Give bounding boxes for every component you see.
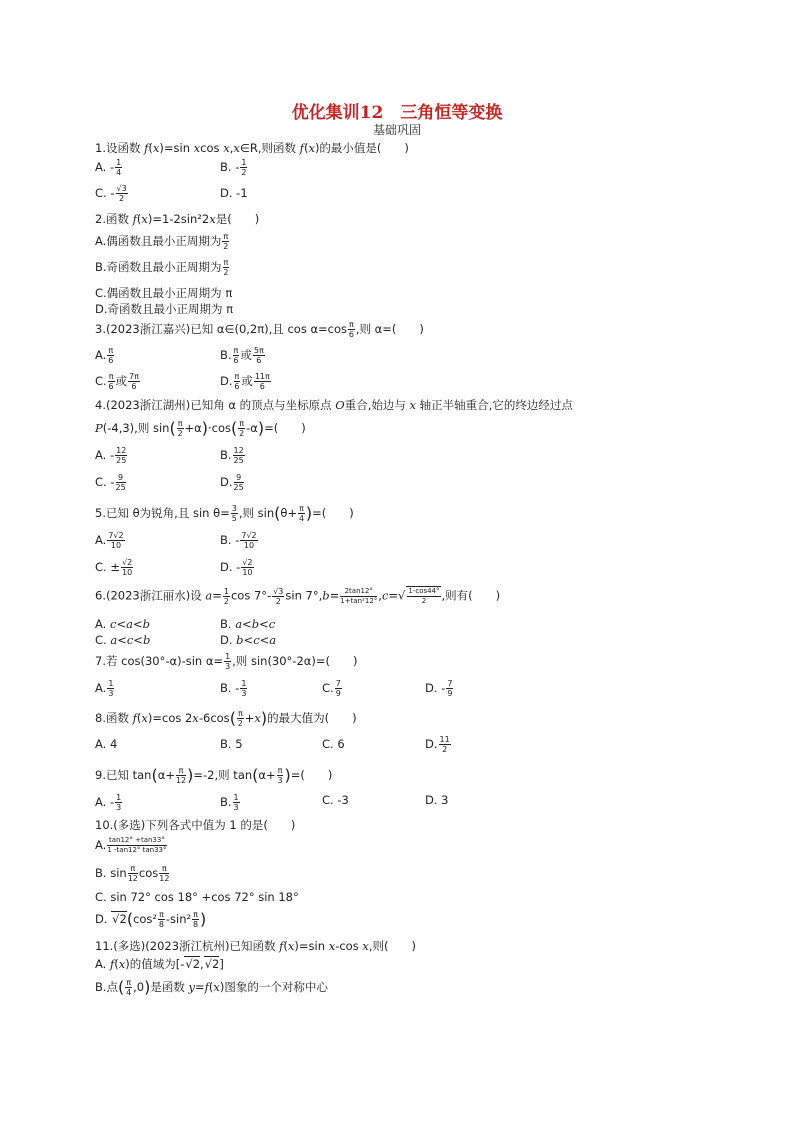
question-11-stem: 11.(多选)(2023浙江杭州)已知函数 f(x)=sin x-cos x,则( ): [95, 939, 416, 953]
question-3-option-c: C. $\frac{\pi}{6}$ 或 $\frac{7\pi}{6}$: [95, 372, 139, 391]
question-4-stem-line2: P(-4,3),则 sin( $\frac{\pi}{2}$ +α)·cos( $\frac{\pi}{2}$ -α)=( ): [95, 418, 306, 438]
question-4-option-b: B. $\frac{12}{25}$: [220, 446, 244, 465]
question-2-option-d: D.奇函数且最小正周期为 π: [95, 302, 234, 316]
question-6-option-d: D. b<c<a: [220, 633, 277, 647]
question-6-option-b: B. a<b<c: [220, 617, 276, 631]
question-4-stem: 4.(2023浙江湖州)已知角 α 的顶点与坐标原点 O重合,始边与 x 轴正半轴重合,它的终边经过点: [95, 398, 573, 412]
question-6-stem: 6.(2023浙江丽水)设 a= $\frac{1}{2}$ cos 7°- $\frac{√3}{2}$ sin 7°,b= $\frac{2\tan 12^\circ}{\text{1+tan²12°}}$ ,c=√ $\frac{1-\cos 44^\circ}{2}$ ,则有( ): [95, 586, 501, 606]
question-8-option-d: D. $\frac{11}{2}$: [425, 735, 450, 754]
page-title: 优化集训12 三角恒等变换: [291, 103, 503, 123]
question-9-option-a: A. - $\frac{1}{3}$: [95, 793, 122, 812]
question-7-option-b: B. - $\frac{1}{3}$: [220, 679, 247, 698]
question-2-option-a: A.偶函数且最小正周期为 $\frac{\pi}{2}$: [95, 232, 229, 251]
question-10-option-d: D. √2(cos² $\frac{\pi}{8}$ -sin² $\frac{\pi}{8}$ ): [95, 909, 207, 929]
question-3-stem: 3.(2023浙江嘉兴)已知 α∈(0,2π),且 cos α=cos $\frac{\pi}{6}$ ,则 α=( ): [95, 320, 424, 339]
question-11-option-b: B.点( $\frac{\pi}{4}$ ,0)是函数 y=f(x)图象的一个对称中心: [95, 977, 328, 997]
question-8-option-a: A. 4: [95, 737, 118, 751]
question-4-option-a: A. - $\frac{12}{25}$: [95, 446, 127, 465]
question-10-option-b: B. sin $\frac{\pi}{12}$ cos $\frac{\pi}{12}$: [95, 864, 170, 883]
question-8-option-b: B. 5: [220, 737, 243, 751]
question-2-stem: 2.函数 f(x)=1-2sin²2x是( ): [95, 212, 260, 226]
question-3-option-b: B. $\frac{\pi}{6}$ 或 $\frac{5\pi}{6}$: [220, 346, 264, 365]
question-4-option-c: C. - $\frac{9}{25}$: [95, 473, 126, 492]
question-9-option-c: C. -3: [322, 793, 349, 807]
question-1-option-c: C. - $\frac{√3}{2}$: [95, 184, 127, 203]
question-9-option-b: B. $\frac{1}{3}$: [220, 793, 239, 812]
question-1-stem: 1.设函数 f(x)=sin xcos x,x∈R,则函数 f(x)的最小值是( ): [95, 141, 409, 155]
question-7-option-c: C. $\frac{7}{9}$: [322, 679, 341, 698]
question-8-stem: 8.函数 f(x)=cos 2x-6cos( $\frac{\pi}{2}$ +x)的最大值为( ): [95, 708, 357, 728]
question-3-option-a: A. $\frac{\pi}{6}$: [95, 346, 114, 365]
question-6-option-c: C. a<c<b: [95, 633, 151, 647]
question-4-option-d: D. $\frac{9}{25}$: [220, 473, 244, 492]
question-5-option-c: C. ± $\frac{√2}{10}$: [95, 558, 133, 577]
question-2-option-c: C.偶函数且最小正周期为 π: [95, 286, 233, 300]
question-7-option-a: A. $\frac{1}{3}$: [95, 679, 114, 698]
question-10-option-a: A. $\frac{\tan 12^\circ +\tan 33^\circ}{1 -\tan 12^\circ \tan 33^\circ}$: [95, 836, 167, 854]
question-5-option-d: D. - $\frac{√2}{10}$: [220, 558, 253, 577]
question-6-option-a: A. c<a<b: [95, 617, 150, 631]
question-3-option-d: D. $\frac{\pi}{6}$ 或 $\frac{11\pi}{6}$: [220, 372, 270, 391]
question-8-option-c: C. 6: [322, 737, 345, 751]
question-5-stem: 5.已知 θ为锐角,且 sin θ= $\frac{3}{5}$ ,则 sin(θ+ $\frac{\pi}{4}$ )=( ): [95, 503, 354, 523]
section-heading: 基础巩固: [372, 123, 421, 137]
question-5-option-a: A. $\frac{7√2}{10}$: [95, 531, 124, 550]
question-7-option-d: D. - $\frac{7}{9}$: [425, 679, 453, 698]
question-9-option-d: D. 3: [425, 793, 449, 807]
question-1-option-b: B. - $\frac{1}{2}$: [220, 158, 247, 177]
question-1-option-a: A. - $\frac{1}{4}$: [95, 158, 122, 177]
question-9-stem: 9.已知 tan(α+ $\frac{\pi}{12}$ )=-2,则 tan(α+ $\frac{\pi}{3}$ )=( ): [95, 765, 333, 785]
question-5-option-b: B. - $\frac{7√2}{10}$: [220, 531, 257, 550]
question-10-option-c: C. sin 72° cos 18° +cos 72° sin 18°: [95, 890, 299, 904]
question-2-option-b: B.奇函数且最小正周期为 $\frac{\pi}{2}$: [95, 258, 229, 277]
question-1-option-d: D. -1: [220, 186, 248, 200]
question-10-stem: 10.(多选)下列各式中值为 1 的是( ): [95, 818, 296, 832]
question-11-option-a: A. f(x)的值域为[-√2,√2]: [95, 957, 224, 971]
question-7-stem: 7.若 cos(30°-α)-sin α= $\frac{1}{3}$ ,则 sin(30°-2α)=( ): [95, 652, 358, 671]
